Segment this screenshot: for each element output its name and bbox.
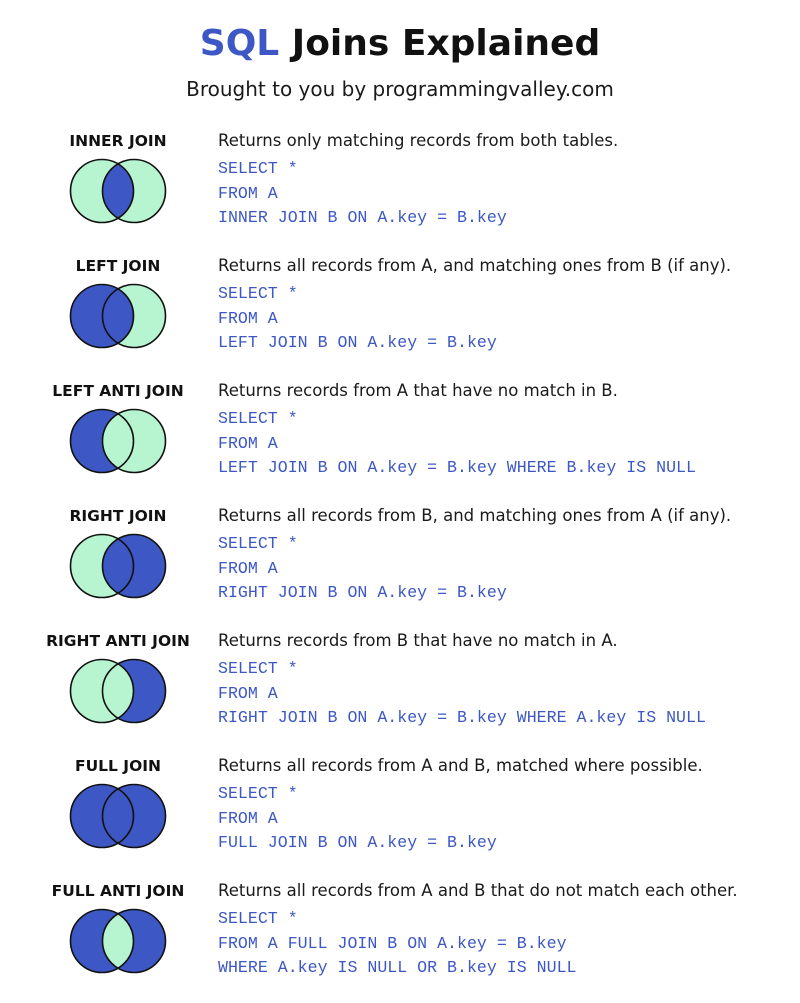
sql-code-line: WHERE A.key IS NULL OR B.key IS NULL — [218, 958, 577, 977]
sql-code-line: SELECT * — [218, 659, 298, 678]
join-name: INNER JOIN — [69, 132, 167, 150]
venn-diagram — [68, 283, 168, 349]
sql-code-line: FROM A FULL JOIN B ON A.key = B.key — [218, 933, 567, 953]
join-description: Returns all records from A and B, matched where possible. — [218, 756, 703, 775]
sql-code-line: LEFT JOIN B ON A.key = B.key WHERE B.key IS NULL — [218, 458, 696, 477]
join-row — [0, 503, 800, 628]
sql-code-line: SELECT * — [218, 909, 298, 928]
join-name: FULL ANTI JOIN — [51, 882, 185, 900]
page-header — [0, 18, 800, 104]
sql-code-block — [218, 907, 576, 981]
join-row — [0, 253, 800, 378]
sql-code-block — [218, 282, 497, 356]
sql-code-line: FROM A — [218, 183, 278, 203]
sql-code-block — [218, 657, 706, 731]
title-rest: Joins Explained — [291, 23, 601, 64]
sql-code-line: FROM A — [218, 433, 278, 453]
join-name: RIGHT JOIN — [69, 507, 167, 525]
join-description: Returns only matching records from both tables. — [218, 131, 619, 150]
sql-code-block — [218, 532, 507, 606]
sql-code-line: FULL JOIN B ON A.key = B.key — [218, 833, 497, 852]
sql-code-line: INNER JOIN B ON A.key = B.key — [218, 208, 507, 227]
venn-diagram — [68, 783, 168, 849]
sql-code-line: FROM A — [218, 683, 278, 703]
join-description: Returns all records from A, and matching ones from B (if any). — [218, 256, 732, 275]
join-row — [0, 628, 800, 753]
join-row — [0, 378, 800, 503]
sql-code-line: RIGHT JOIN B ON A.key = B.key — [218, 583, 507, 602]
venn-diagram — [68, 658, 168, 724]
join-description: Returns all records from A and B that do not match each other. — [218, 881, 738, 900]
sql-code-line: SELECT * — [218, 409, 298, 428]
sql-code-line: LEFT JOIN B ON A.key = B.key — [218, 333, 497, 352]
venn-diagram — [68, 158, 168, 224]
sql-code-block — [218, 407, 696, 481]
join-name: RIGHT ANTI JOIN — [46, 632, 190, 650]
sql-code-line: FROM A — [218, 808, 278, 828]
sql-code-line: FROM A — [218, 308, 278, 328]
sql-code-line: SELECT * — [218, 284, 298, 303]
join-row — [0, 878, 800, 1003]
join-row — [0, 128, 800, 253]
page-title — [0, 18, 800, 70]
sql-code-line: SELECT * — [218, 534, 298, 553]
join-name: LEFT ANTI JOIN — [52, 382, 184, 400]
join-description: Returns records from B that have no match in A. — [218, 631, 618, 650]
page-subtitle: Brought to you by programmingvalley.com — [186, 77, 614, 101]
venn-diagram — [68, 533, 168, 599]
join-name: LEFT JOIN — [75, 257, 161, 275]
join-description: Returns records from A that have no match in B. — [218, 381, 618, 400]
sql-code-line: FROM A — [218, 558, 278, 578]
sql-code-line: SELECT * — [218, 784, 298, 803]
sql-code-line: RIGHT JOIN B ON A.key = B.key WHERE A.key IS NULL — [218, 708, 706, 727]
sql-code-line: SELECT * — [218, 159, 298, 178]
join-row — [0, 753, 800, 878]
venn-diagram — [68, 908, 168, 974]
join-name: FULL JOIN — [74, 757, 161, 775]
title-accent: SQL — [199, 23, 280, 64]
venn-diagram — [68, 408, 168, 474]
sql-code-block — [218, 157, 507, 231]
sql-code-block — [218, 782, 497, 856]
join-description: Returns all records from B, and matching ones from A (if any). — [218, 506, 732, 525]
